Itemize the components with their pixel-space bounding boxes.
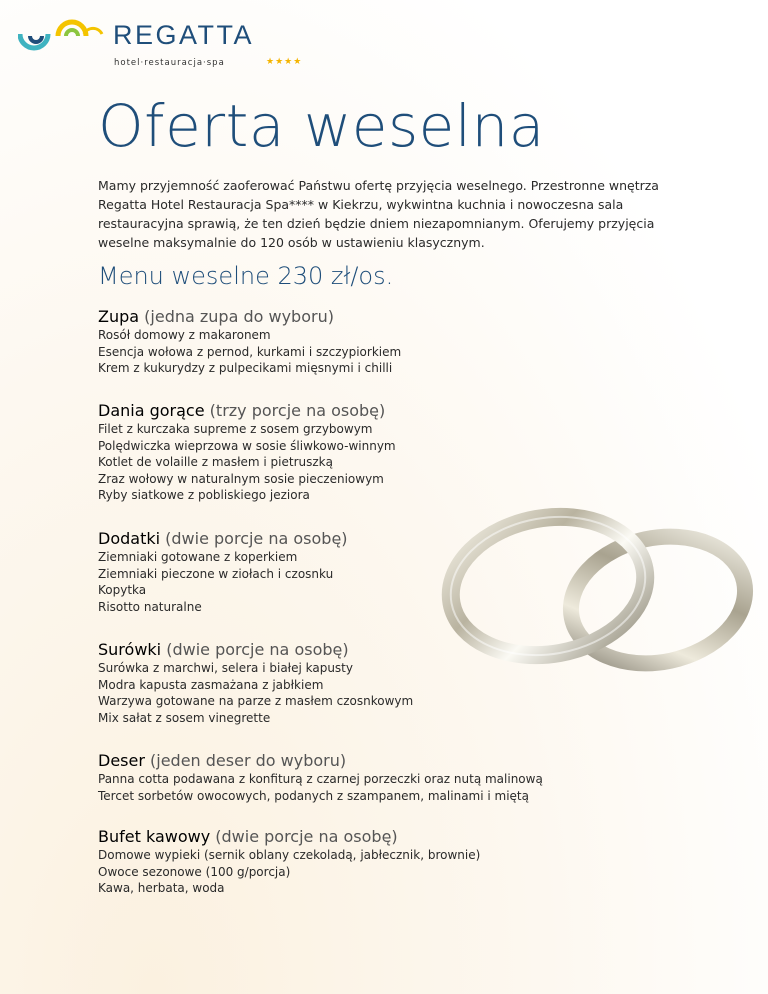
menu-item: Risotto naturalne [98, 599, 202, 614]
section-name: Deser [98, 751, 145, 770]
section-note: (dwie porcje na osobę) [165, 529, 348, 548]
logo-waves-icon [18, 14, 108, 62]
menu-section-soup [98, 306, 401, 377]
menu-item: Rosół domowy z makaronem [98, 328, 271, 342]
menu-section-coffee [98, 826, 480, 897]
section-note: (dwie porcje na osobę) [215, 827, 398, 846]
menu-item: Mix sałat z sosem vinegrette [98, 710, 271, 725]
menu-title: Menu weselne 230 zł/os. [98, 262, 394, 290]
menu-item: Kotlet de volaille z masłem i pietruszką [98, 455, 333, 469]
menu-item: Modra kapusta zasmażana z jabłkiem [98, 677, 324, 692]
section-name: Surówki [98, 640, 162, 659]
logo-name: REGATTA [113, 20, 255, 50]
menu-section-main [98, 400, 396, 504]
section-note: (jeden deser do wyboru) [150, 751, 347, 770]
menu-item: Kopytka [98, 583, 147, 597]
section-note: (jedna zupa do wyboru) [144, 307, 334, 326]
intro-paragraph: Mamy przyjemność zaoferować Państwu ofertę przyjęcia weselnego. Przestronne wnętrza Regatta Hotel Restauracja Spa**** w Kiekrzu, wykwintna kuchnia i nowoczesna sala restauracyjna sprawią, że ten dzień będzie dniem niezapomnianym. Oferujemy przyjęcia weselne maksymalnie do 120 osób w ustawieniu klasycznym. [98, 178, 659, 250]
menu-item: Krem z kukurydzy z pulpecikami mięsnymi i chilli [98, 361, 393, 375]
menu-item: Panna cotta podawana z konfiturą z czarnej porzeczki oraz nutą malinową [98, 772, 543, 786]
menu-item: Polędwiczka wieprzowa w sosie śliwkowo-winnym [98, 438, 396, 453]
wedding-rings-icon [420, 500, 760, 710]
section-name: Dodatki [98, 529, 161, 548]
menu-item: Domowe wypieki (sernik oblany czekoladą, jabłecznik, brownie) [98, 848, 481, 862]
menu-item: Ryby siatkowe z pobliskiego jeziora [98, 488, 310, 502]
menu-section-salads [98, 639, 413, 726]
menu-item: Tercet sorbetów owocowych, podanych z szampanem, malinami i miętą [98, 788, 529, 803]
section-name: Zupa [98, 307, 140, 326]
menu-item: Surówka z marchwi, selera i białej kapusty [98, 661, 353, 675]
section-name: Bufet kawowy [98, 827, 211, 846]
logo [18, 14, 318, 68]
menu-item: Esencja wołowa z pernod, kurkami i szczypiorkiem [98, 344, 402, 359]
logo-subtitle: hotel·restauracja·spa [114, 58, 225, 68]
page-title: Oferta weselna [98, 92, 545, 160]
menu-item: Ziemniaki gotowane z koperkiem [98, 550, 298, 564]
menu-section-dessert [98, 750, 543, 804]
menu-item: Filet z kurczaka supreme z sosem grzybowym [98, 422, 373, 436]
menu-item: Warzywa gotowane na parze z masłem czosnkowym [98, 694, 414, 708]
menu-item: Kawa, herbata, woda [98, 881, 225, 895]
section-note: (dwie porcje na osobę) [166, 640, 349, 659]
menu-section-sides [98, 528, 348, 615]
menu-item: Ziemniaki pieczone w ziołach i czosnku [98, 566, 334, 581]
menu-item: Owoce sezonowe (100 g/porcja) [98, 864, 291, 879]
menu-item: Zraz wołowy w naturalnym sosie pieczeniowym [98, 471, 384, 486]
section-note: (trzy porcje na osobę) [209, 401, 386, 420]
section-name: Dania gorące [98, 401, 205, 420]
logo-stars: ★★★★ [266, 57, 303, 67]
